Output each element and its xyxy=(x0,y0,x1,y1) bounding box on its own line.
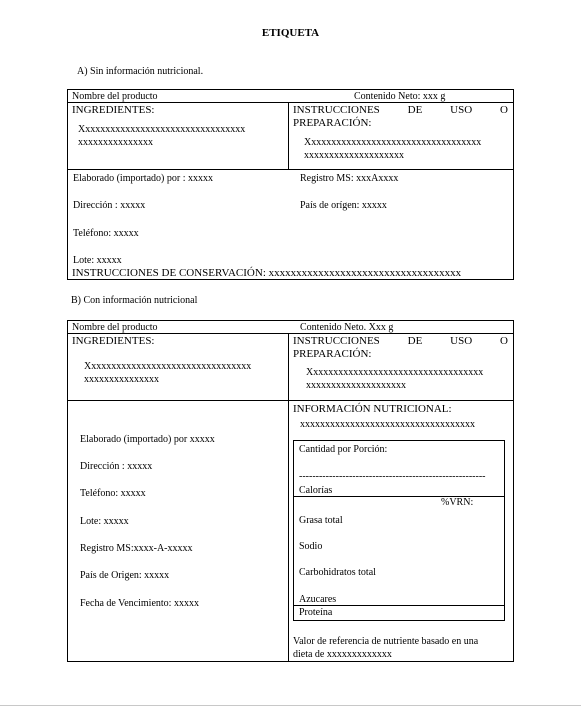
nutrition-title: INFORMACIÓN NUTRICIONAL: xyxy=(293,403,452,415)
manufacturer-field: Elaborado (importado) por : xxxxx xyxy=(73,173,213,184)
calories-label: Calorías xyxy=(299,485,333,496)
portion-label: Cantidad por Porción: xyxy=(299,444,388,455)
instructions-word: USO xyxy=(450,335,473,347)
section-a-heading: A) Sin información nutricional. xyxy=(77,66,204,77)
nutrient-fat: Grasa total xyxy=(299,515,343,526)
page-edge xyxy=(0,705,581,706)
instructions-text: xxxxxxxxxxxxxxxxxxxx xyxy=(306,380,406,391)
address-field: Dirección : xxxxx xyxy=(80,461,153,472)
ingredients-text: Xxxxxxxxxxxxxxxxxxxxxxxxxxxxxxxxx xyxy=(78,124,246,135)
instructions-label xyxy=(293,335,508,347)
registry-field: Registro MS: xxxAxxxx xyxy=(300,173,399,184)
instructions-label-line2: PREPARACIÓN: xyxy=(293,348,372,360)
instructions-word: O xyxy=(500,104,508,116)
product-name: Nombre del producto xyxy=(72,91,158,102)
divider xyxy=(67,400,514,401)
footnote: Valor de referencia de nutriente basado en una xyxy=(293,636,479,647)
conservation-field: INSTRUCCIONES DE CONSERVACIÓN: xxxxxxxxxxxxxxxxxxxxxxxxxxxxxxxxxxx xyxy=(72,267,462,279)
divider xyxy=(293,605,505,606)
ingredients-label: INGREDIENTES: xyxy=(72,104,155,116)
net-content: Contenido Neto. Xxx g xyxy=(300,322,394,333)
footnote: dieta de xxxxxxxxxxxxx xyxy=(293,649,392,660)
ingredients-text: Xxxxxxxxxxxxxxxxxxxxxxxxxxxxxxxxx xyxy=(84,361,252,372)
label-a-box xyxy=(67,89,514,280)
instructions-word: USO xyxy=(450,104,473,116)
nutrient-protein: Proteína xyxy=(299,607,333,618)
instructions-text: Xxxxxxxxxxxxxxxxxxxxxxxxxxxxxxxxxxx xyxy=(306,367,484,378)
ingredients-text: xxxxxxxxxxxxxxx xyxy=(78,137,153,148)
expiry-field: Fecha de Vencimiento: xxxxx xyxy=(80,598,199,609)
address-field: Dirección : xxxxx xyxy=(73,200,146,211)
instructions-text: xxxxxxxxxxxxxxxxxxxx xyxy=(304,150,404,161)
nutrient-sugars: Azucares xyxy=(299,594,337,605)
nutrition-text: xxxxxxxxxxxxxxxxxxxxxxxxxxxxxxxxxxx xyxy=(300,419,475,430)
product-name: Nombre del producto xyxy=(72,322,158,333)
instructions-word: DE xyxy=(407,104,423,116)
vrn-label: %VRN: xyxy=(441,497,474,508)
registry-field: Registro MS:xxxx-A-xxxxx xyxy=(80,543,193,554)
divider xyxy=(67,169,514,170)
nutrient-sodium: Sodio xyxy=(299,541,323,552)
divider xyxy=(67,102,514,103)
instructions-word: INSTRUCCIONES xyxy=(293,335,380,347)
ingredients-label: INGREDIENTES: xyxy=(72,335,155,347)
phone-field: Teléfono: xxxxx xyxy=(80,488,146,499)
net-content: Contenido Neto: xxx g xyxy=(354,91,446,102)
manufacturer-field: Elaborado (importado) por xxxxx xyxy=(80,434,215,445)
nutrient-carbs: Carbohidratos total xyxy=(299,567,376,578)
divider xyxy=(288,333,289,662)
section-b-heading: B) Con información nutricional xyxy=(71,295,198,306)
page-title: ETIQUETA xyxy=(261,27,320,39)
divider xyxy=(67,333,514,334)
instructions-word: DE xyxy=(407,335,423,347)
ingredients-text: xxxxxxxxxxxxxxx xyxy=(84,374,159,385)
lot-field: Lote: xxxxx xyxy=(80,516,129,527)
country-field: País de orígen: xxxxx xyxy=(300,200,387,211)
dashed-separator: -------------------------------------------------------- xyxy=(299,471,486,482)
phone-field: Teléfono: xxxxx xyxy=(73,228,139,239)
instructions-text: Xxxxxxxxxxxxxxxxxxxxxxxxxxxxxxxxxxx xyxy=(304,137,482,148)
divider xyxy=(288,102,289,170)
country-field: País de Origen: xxxxx xyxy=(80,570,170,581)
instructions-label-line2: PREPARACIÓN: xyxy=(293,117,372,129)
instructions-word: O xyxy=(500,335,508,347)
lot-field: Lote: xxxxx xyxy=(73,255,122,266)
instructions-label xyxy=(293,104,508,116)
instructions-word: INSTRUCCIONES xyxy=(293,104,380,116)
